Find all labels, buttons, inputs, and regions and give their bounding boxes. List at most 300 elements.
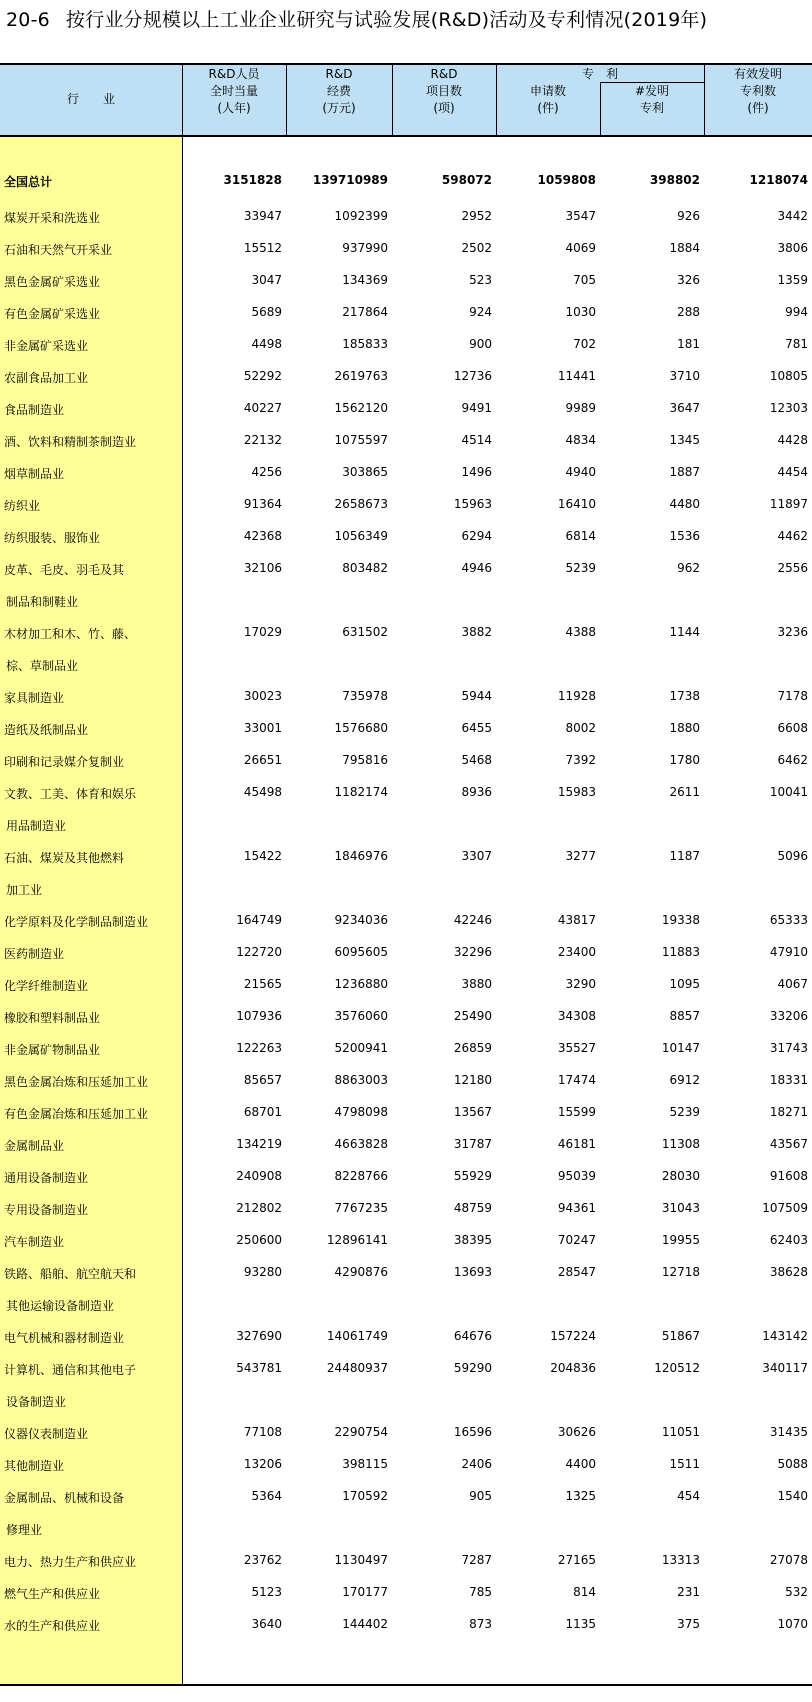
- value-cell: 4940: [565, 465, 596, 479]
- value-cell: 1536: [669, 529, 700, 543]
- value-cell: 250600: [236, 1233, 282, 1247]
- table-row: [0, 458, 812, 490]
- value-cell: 3151828: [223, 173, 282, 187]
- value-cell: 8228766: [334, 1169, 388, 1183]
- value-cell: 4290876: [334, 1265, 388, 1279]
- value-cell: 30023: [243, 689, 282, 703]
- value-cell: 19955: [661, 1233, 700, 1247]
- value-cell: 2658673: [334, 497, 388, 511]
- industry-name: 仪器仪表制造业: [4, 1427, 89, 1441]
- industry-name-continued: 设备制造业: [6, 1395, 67, 1409]
- value-cell: 33947: [243, 209, 282, 223]
- value-cell: 64676: [453, 1329, 492, 1343]
- industry-name: 酒、饮料和精制茶制造业: [4, 435, 137, 449]
- header-patent-applications: 申请数 (件): [529, 84, 566, 115]
- industry-name: 医药制造业: [4, 947, 65, 961]
- value-cell: 3547: [565, 209, 596, 223]
- value-cell: 9989: [565, 401, 596, 415]
- industry-name: 烟草制品业: [4, 467, 65, 481]
- value-cell: 23400: [557, 945, 596, 959]
- value-cell: 1130497: [334, 1553, 388, 1567]
- value-cell: 4663828: [334, 1137, 388, 1151]
- table-row: [0, 1194, 812, 1226]
- value-cell: 10147: [661, 1041, 700, 1055]
- table-row: [0, 1322, 812, 1354]
- value-cell: 2290754: [334, 1425, 388, 1439]
- industry-name: 计算机、通信和其他电子: [4, 1363, 137, 1377]
- value-cell: 38395: [453, 1233, 492, 1247]
- value-cell: 134219: [236, 1137, 282, 1151]
- value-cell: 2611: [669, 785, 700, 799]
- value-cell: 1144: [669, 625, 700, 639]
- industry-name: 家具制造业: [4, 691, 65, 705]
- value-cell: 12718: [661, 1265, 700, 1279]
- value-cell: 705: [573, 273, 596, 287]
- industry-name: 电气机械和器材制造业: [4, 1331, 125, 1345]
- value-cell: 38628: [769, 1265, 808, 1279]
- header-rd-projects: R&D 项目数 (项): [425, 67, 462, 115]
- table-row: [0, 490, 812, 522]
- industry-name: 有色金属冶炼和压延加工业: [4, 1107, 149, 1121]
- value-cell: 4069: [565, 241, 596, 255]
- table-row: [0, 1066, 812, 1098]
- value-cell: 7767235: [334, 1201, 388, 1215]
- table-row: [0, 166, 812, 198]
- table-row: [0, 266, 812, 298]
- table-row: [0, 1610, 812, 1642]
- value-cell: 43817: [557, 913, 596, 927]
- value-cell: 454: [677, 1489, 700, 1503]
- table-row: [0, 1130, 812, 1162]
- table-row: [0, 330, 812, 362]
- industry-name: 铁路、船舶、航空航天和: [4, 1267, 137, 1281]
- value-cell: 1056349: [334, 529, 388, 543]
- value-cell: 10805: [769, 369, 808, 383]
- value-cell: 4798098: [334, 1105, 388, 1119]
- value-cell: 13206: [243, 1457, 282, 1471]
- value-cell: 785: [469, 1585, 492, 1599]
- value-cell: 26651: [243, 753, 282, 767]
- value-cell: 170592: [342, 1489, 388, 1503]
- value-cell: 8002: [565, 721, 596, 735]
- value-cell: 12896141: [326, 1233, 388, 1247]
- value-cell: 22132: [243, 433, 282, 447]
- value-cell: 598072: [441, 173, 492, 187]
- header-industry: 行 业: [66, 92, 115, 106]
- table-row: [0, 906, 812, 938]
- industry-name: 煤炭开采和洗选业: [4, 211, 101, 225]
- value-cell: 26859: [453, 1041, 492, 1055]
- value-cell: 803482: [342, 561, 388, 575]
- value-cell: 18271: [769, 1105, 808, 1119]
- header-divider: [600, 82, 601, 135]
- industry-name: 农副食品加工业: [4, 371, 89, 385]
- industry-name: 汽车制造业: [4, 1235, 65, 1249]
- value-cell: 1511: [669, 1457, 700, 1471]
- value-cell: 1218074: [749, 173, 808, 187]
- value-cell: 924: [469, 305, 492, 319]
- value-cell: 8936: [461, 785, 492, 799]
- value-cell: 13313: [661, 1553, 700, 1567]
- value-cell: 51867: [661, 1329, 700, 1343]
- value-cell: 68701: [243, 1105, 282, 1119]
- table-row: [0, 1578, 812, 1610]
- value-cell: 11883: [661, 945, 700, 959]
- table-row: [0, 1034, 812, 1066]
- value-cell: 70247: [557, 1233, 596, 1247]
- industry-name: 文教、工美、体育和娱乐: [4, 787, 137, 801]
- value-cell: 2619763: [334, 369, 388, 383]
- value-cell: 1070: [777, 1617, 808, 1631]
- industry-name: 非金属矿采选业: [4, 339, 89, 353]
- value-cell: 1325: [565, 1489, 596, 1503]
- value-cell: 23762: [243, 1553, 282, 1567]
- table-row: [0, 202, 812, 234]
- value-cell: 962: [677, 561, 700, 575]
- value-cell: 814: [573, 1585, 596, 1599]
- value-cell: 31435: [769, 1425, 808, 1439]
- value-cell: 6912: [669, 1073, 700, 1087]
- value-cell: 1135: [565, 1617, 596, 1631]
- industry-name: 水的生产和供应业: [4, 1619, 101, 1633]
- value-cell: 1576680: [334, 721, 388, 735]
- header-divider: [392, 65, 393, 135]
- header-divider: [286, 65, 287, 135]
- table-row: [0, 426, 812, 458]
- header-invention: #发明 专利: [634, 84, 670, 115]
- value-cell: 11308: [661, 1137, 700, 1151]
- table-row: [0, 1002, 812, 1034]
- value-cell: 17474: [557, 1073, 596, 1087]
- value-cell: 1738: [669, 689, 700, 703]
- table-row: [0, 842, 812, 897]
- value-cell: 48759: [453, 1201, 492, 1215]
- table-row: [0, 618, 812, 673]
- value-cell: 43567: [769, 1137, 808, 1151]
- value-cell: 94361: [557, 1201, 596, 1215]
- value-cell: 7287: [461, 1553, 492, 1567]
- value-cell: 1780: [669, 753, 700, 767]
- industry-name: 电力、热力生产和供应业: [4, 1555, 137, 1569]
- value-cell: 873: [469, 1617, 492, 1631]
- value-cell: 181: [677, 337, 700, 351]
- value-cell: 5689: [251, 305, 282, 319]
- value-cell: 3290: [565, 977, 596, 991]
- value-cell: 157224: [550, 1329, 596, 1343]
- value-cell: 55929: [453, 1169, 492, 1183]
- value-cell: 217864: [342, 305, 388, 319]
- value-cell: 120512: [654, 1361, 700, 1375]
- industry-name: 食品制造业: [4, 403, 65, 417]
- value-cell: 14061749: [326, 1329, 388, 1343]
- value-cell: 13567: [453, 1105, 492, 1119]
- value-cell: 42368: [243, 529, 282, 543]
- industry-name: 石油和天然气开采业: [4, 243, 113, 257]
- value-cell: 2502: [461, 241, 492, 255]
- value-cell: 532: [785, 1585, 808, 1599]
- value-cell: 31043: [661, 1201, 700, 1215]
- table-row: [0, 362, 812, 394]
- table-number: 20-6: [6, 9, 50, 31]
- value-cell: 24480937: [326, 1361, 388, 1375]
- industry-name-continued: 棕、草制品业: [6, 659, 79, 673]
- value-cell: 45498: [243, 785, 282, 799]
- value-cell: 5123: [251, 1585, 282, 1599]
- value-cell: 11897: [769, 497, 808, 511]
- value-cell: 28030: [661, 1169, 700, 1183]
- value-cell: 17029: [243, 625, 282, 639]
- industry-name: 非金属矿物制品业: [4, 1043, 101, 1057]
- value-cell: 3640: [251, 1617, 282, 1631]
- value-cell: 16596: [453, 1425, 492, 1439]
- table-row: [0, 1482, 812, 1537]
- industry-name: 印刷和记录媒介复制业: [4, 755, 125, 769]
- value-cell: 12736: [453, 369, 492, 383]
- bottom-rule: [0, 1684, 812, 1686]
- value-cell: 10041: [769, 785, 808, 799]
- value-cell: 27078: [769, 1553, 808, 1567]
- value-cell: 8863003: [334, 1073, 388, 1087]
- value-cell: 4946: [461, 561, 492, 575]
- value-cell: 1887: [669, 465, 700, 479]
- value-cell: 326: [677, 273, 700, 287]
- value-cell: 4498: [251, 337, 282, 351]
- value-cell: 4388: [565, 625, 596, 639]
- value-cell: 1496: [461, 465, 492, 479]
- table-row: [0, 554, 812, 609]
- value-cell: 15422: [243, 849, 282, 863]
- value-cell: 4480: [669, 497, 700, 511]
- table-row: [0, 1546, 812, 1578]
- value-cell: 15512: [243, 241, 282, 255]
- value-cell: 5239: [669, 1105, 700, 1119]
- value-cell: 6462: [777, 753, 808, 767]
- value-cell: 16410: [557, 497, 596, 511]
- industry-name: 通用设备制造业: [4, 1171, 89, 1185]
- industry-name: 黑色金属矿采选业: [4, 275, 101, 289]
- value-cell: 795816: [342, 753, 388, 767]
- value-cell: 93280: [243, 1265, 282, 1279]
- header-valid-invention: 有效发明 专利数 (件): [733, 67, 782, 115]
- value-cell: 1562120: [334, 401, 388, 415]
- value-cell: 631502: [342, 625, 388, 639]
- table-row: [0, 1450, 812, 1482]
- value-cell: 7392: [565, 753, 596, 767]
- value-cell: 240908: [236, 1169, 282, 1183]
- value-cell: 3576060: [334, 1009, 388, 1023]
- value-cell: 3880: [461, 977, 492, 991]
- value-cell: 33206: [769, 1009, 808, 1023]
- industry-name-continued: 用品制造业: [6, 819, 67, 833]
- value-cell: 65333: [769, 913, 808, 927]
- value-cell: 59290: [453, 1361, 492, 1375]
- table-row: [0, 234, 812, 266]
- table-row: [0, 1258, 812, 1313]
- table-row: [0, 778, 812, 833]
- value-cell: 937990: [342, 241, 388, 255]
- value-cell: 11441: [557, 369, 596, 383]
- industry-name: 石油、煤炭及其他燃料: [4, 851, 125, 865]
- value-cell: 52292: [243, 369, 282, 383]
- industry-name: 造纸及纸制品业: [4, 723, 89, 737]
- value-cell: 12180: [453, 1073, 492, 1087]
- value-cell: 1236880: [334, 977, 388, 991]
- value-cell: 994: [785, 305, 808, 319]
- value-cell: 2406: [461, 1457, 492, 1471]
- value-cell: 6455: [461, 721, 492, 735]
- value-cell: 91364: [243, 497, 282, 511]
- value-cell: 13693: [453, 1265, 492, 1279]
- value-cell: 9234036: [334, 913, 388, 927]
- value-cell: 702: [573, 337, 596, 351]
- value-cell: 3277: [565, 849, 596, 863]
- value-cell: 781: [785, 337, 808, 351]
- value-cell: 4256: [251, 465, 282, 479]
- value-cell: 27165: [557, 1553, 596, 1567]
- value-cell: 122263: [236, 1041, 282, 1055]
- value-cell: 185833: [342, 337, 388, 351]
- industry-name-continued: 制品和制鞋业: [6, 595, 79, 609]
- header-patent-group: 专 利: [581, 67, 618, 81]
- value-cell: 543781: [236, 1361, 282, 1375]
- value-cell: 91608: [769, 1169, 808, 1183]
- industry-name-continued: 加工业: [6, 883, 43, 897]
- value-cell: 900: [469, 337, 492, 351]
- industry-name-continued: 其他运输设备制造业: [6, 1299, 115, 1313]
- value-cell: 47910: [769, 945, 808, 959]
- value-cell: 31787: [453, 1137, 492, 1151]
- value-cell: 1095: [669, 977, 700, 991]
- value-cell: 4428: [777, 433, 808, 447]
- value-cell: 3236: [777, 625, 808, 639]
- value-cell: 340117: [762, 1361, 808, 1375]
- value-cell: 4462: [777, 529, 808, 543]
- industry-name: 木材加工和木、竹、藤、: [4, 627, 137, 641]
- value-cell: 5200941: [334, 1041, 388, 1055]
- value-cell: 1030: [565, 305, 596, 319]
- value-cell: 4454: [777, 465, 808, 479]
- value-cell: 3647: [669, 401, 700, 415]
- value-cell: 4067: [777, 977, 808, 991]
- table-row: [0, 746, 812, 778]
- value-cell: 143142: [762, 1329, 808, 1343]
- table-row: [0, 1226, 812, 1258]
- value-cell: 2556: [777, 561, 808, 575]
- value-cell: 31743: [769, 1041, 808, 1055]
- value-cell: 3882: [461, 625, 492, 639]
- table-row: [0, 1162, 812, 1194]
- industry-name: 纺织服装、服饰业: [4, 531, 101, 545]
- value-cell: 122720: [236, 945, 282, 959]
- value-cell: 6608: [777, 721, 808, 735]
- header-divider: [182, 65, 183, 135]
- table-row: [0, 1354, 812, 1409]
- value-cell: 40227: [243, 401, 282, 415]
- value-cell: 2952: [461, 209, 492, 223]
- value-cell: 5944: [461, 689, 492, 703]
- industry-name: 其他制造业: [4, 1459, 65, 1473]
- value-cell: 42246: [453, 913, 492, 927]
- header-rd-expenditure: R&D 经费 (万元): [322, 67, 356, 115]
- industry-name: 金属制品业: [4, 1139, 65, 1153]
- value-cell: 5096: [777, 849, 808, 863]
- value-cell: 3047: [251, 273, 282, 287]
- industry-name: 纺织业: [4, 499, 41, 513]
- value-cell: 12303: [769, 401, 808, 415]
- value-cell: 6814: [565, 529, 596, 543]
- page-title: [6, 8, 707, 32]
- value-cell: 170177: [342, 1585, 388, 1599]
- value-cell: 6294: [461, 529, 492, 543]
- value-cell: 4400: [565, 1457, 596, 1471]
- value-cell: 1846976: [334, 849, 388, 863]
- value-cell: 21565: [243, 977, 282, 991]
- value-cell: 25490: [453, 1009, 492, 1023]
- table-row: [0, 1418, 812, 1450]
- industry-name-continued: 修理业: [6, 1523, 43, 1537]
- value-cell: 5088: [777, 1457, 808, 1471]
- industry-name: 专用设备制造业: [4, 1203, 89, 1217]
- value-cell: 139710989: [312, 173, 388, 187]
- value-cell: 231: [677, 1585, 700, 1599]
- value-cell: 3710: [669, 369, 700, 383]
- value-cell: 3307: [461, 849, 492, 863]
- value-cell: 303865: [342, 465, 388, 479]
- value-cell: 95039: [557, 1169, 596, 1183]
- value-cell: 46181: [557, 1137, 596, 1151]
- industry-name: 有色金属矿采选业: [4, 307, 101, 321]
- table-row: [0, 394, 812, 426]
- value-cell: 164749: [236, 913, 282, 927]
- value-cell: 9491: [461, 401, 492, 415]
- value-cell: 288: [677, 305, 700, 319]
- value-cell: 1075597: [334, 433, 388, 447]
- value-cell: 34308: [557, 1009, 596, 1023]
- industry-name: 黑色金属冶炼和压延加工业: [4, 1075, 149, 1089]
- industry-name: 皮革、毛皮、羽毛及其: [4, 563, 125, 577]
- value-cell: 8857: [669, 1009, 700, 1023]
- header-rd-personnel: R&D人员 全时当量 (人年): [208, 67, 260, 115]
- value-cell: 15599: [557, 1105, 596, 1119]
- value-cell: 33001: [243, 721, 282, 735]
- value-cell: 1182174: [334, 785, 388, 799]
- value-cell: 107509: [762, 1201, 808, 1215]
- value-cell: 1059808: [537, 173, 596, 187]
- value-cell: 28547: [557, 1265, 596, 1279]
- value-cell: 4834: [565, 433, 596, 447]
- value-cell: 15963: [453, 497, 492, 511]
- value-cell: 5364: [251, 1489, 282, 1503]
- value-cell: 18331: [769, 1073, 808, 1087]
- value-cell: 134369: [342, 273, 388, 287]
- value-cell: 32106: [243, 561, 282, 575]
- value-cell: 327690: [236, 1329, 282, 1343]
- table-row: [0, 682, 812, 714]
- industry-name: 金属制品、机械和设备: [4, 1491, 125, 1505]
- value-cell: 5239: [565, 561, 596, 575]
- industry-name: 橡胶和塑料制品业: [4, 1011, 101, 1025]
- value-cell: 3806: [777, 241, 808, 255]
- industry-name: 燃气生产和供应业: [4, 1587, 101, 1601]
- value-cell: 6095605: [334, 945, 388, 959]
- table-title: 按行业分规模以上工业企业研究与试验发展(R&D)活动及专利情况(2019年): [65, 9, 708, 31]
- table-row: [0, 970, 812, 1002]
- value-cell: 35527: [557, 1041, 596, 1055]
- value-cell: 523: [469, 273, 492, 287]
- value-cell: 212802: [236, 1201, 282, 1215]
- value-cell: 19338: [661, 913, 700, 927]
- value-cell: 77108: [243, 1425, 282, 1439]
